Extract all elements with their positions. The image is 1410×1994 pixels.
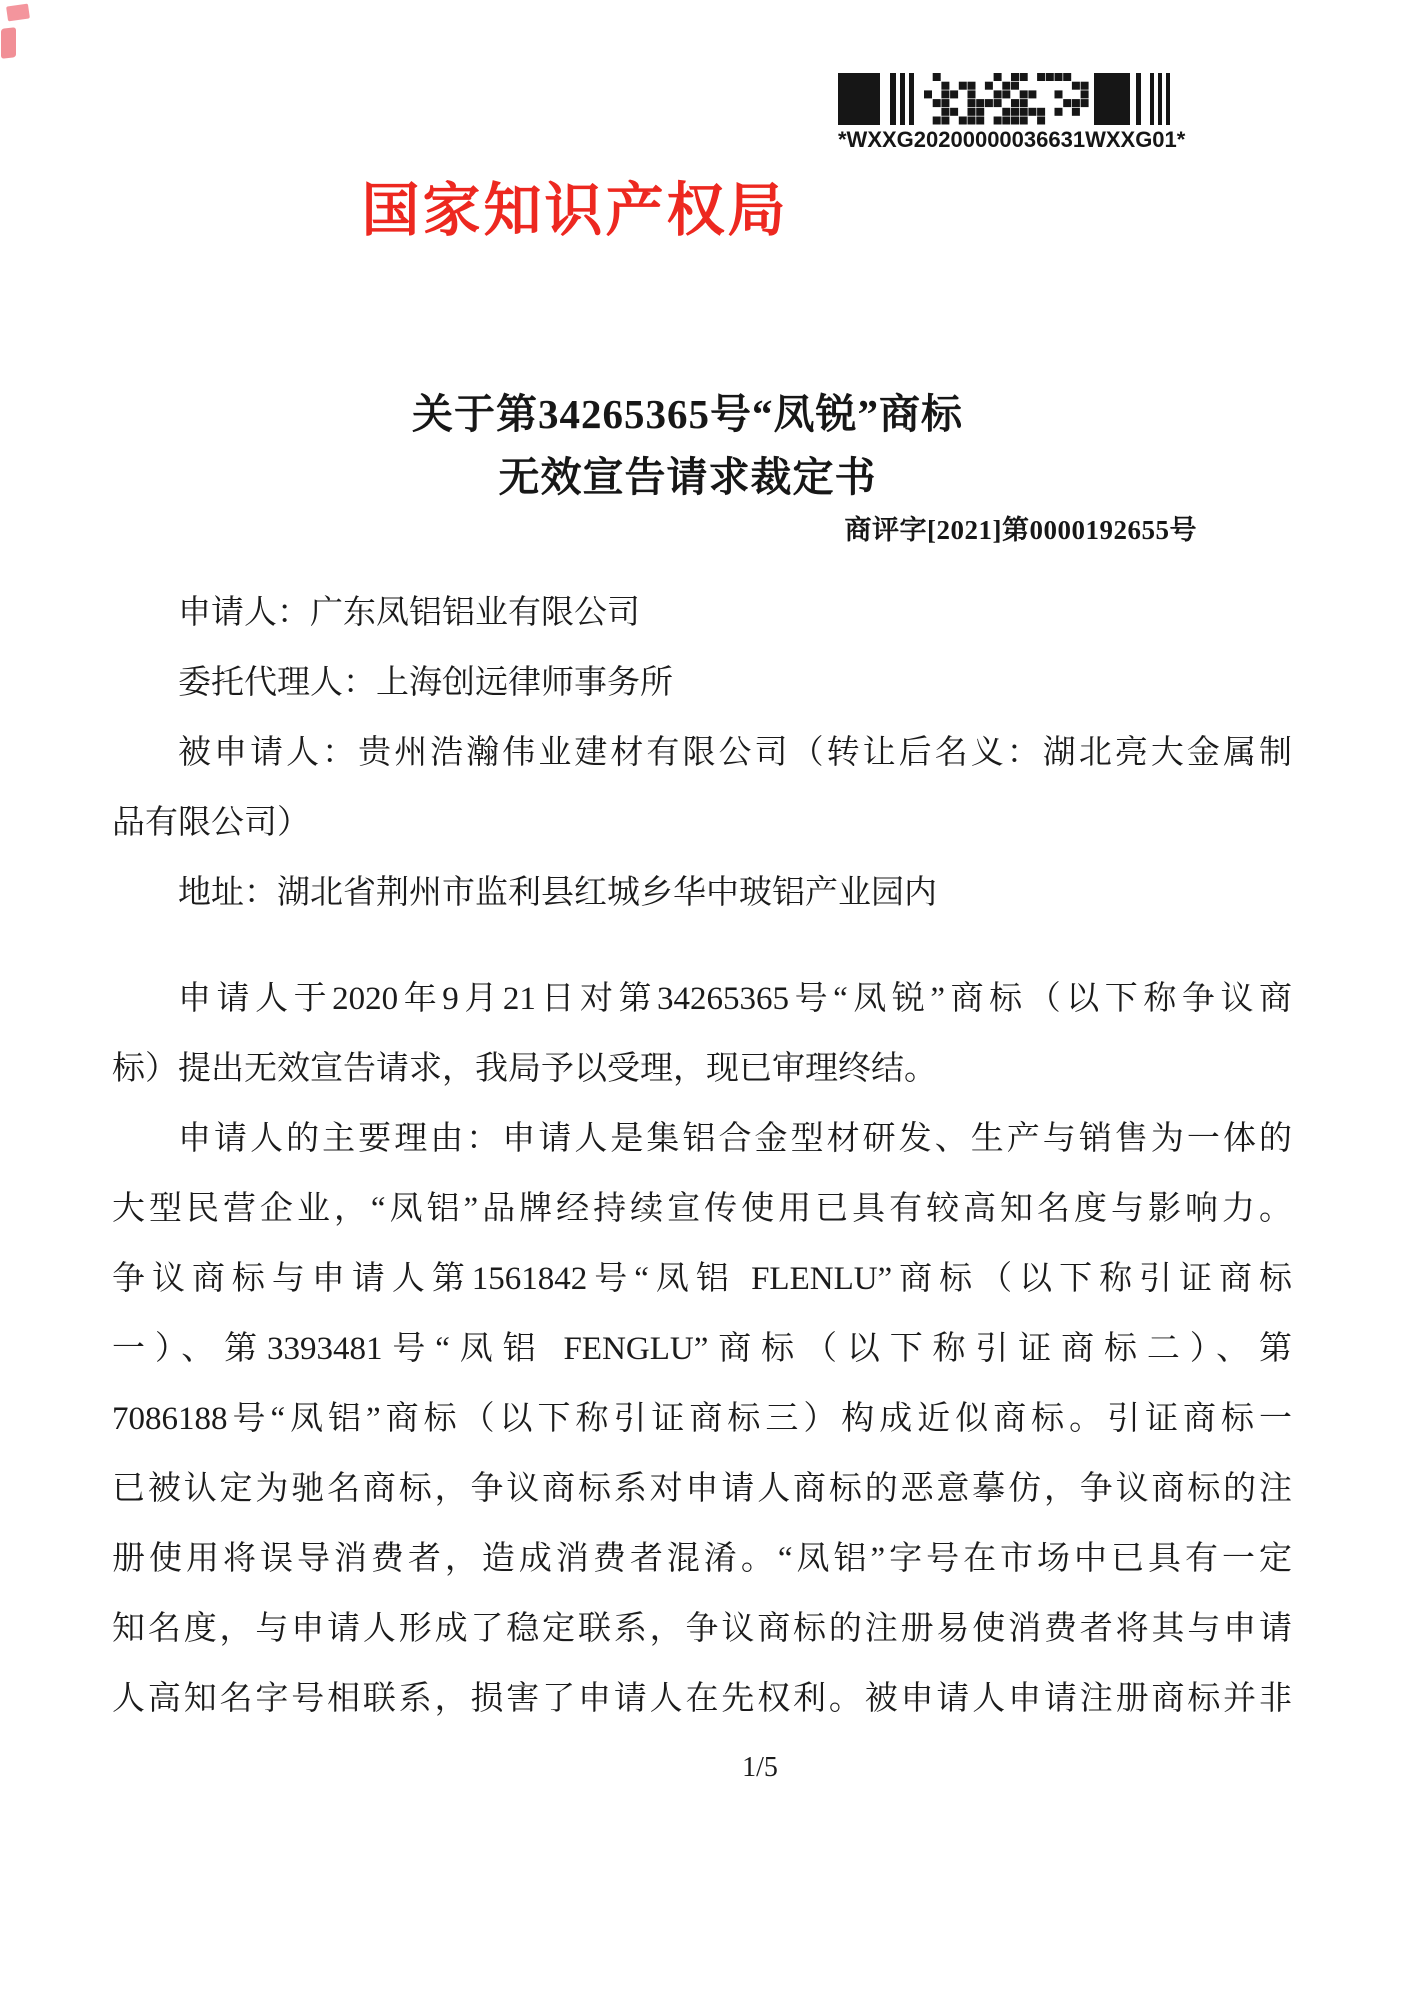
scan-artifact	[6, 4, 30, 22]
document-body	[112, 578, 1292, 1734]
body-line: 大型民营企业，“凤铝”品牌经持续宣传使用已具有较高知名度与影响力。	[112, 1191, 1292, 1227]
body-line: 知名度，与申请人形成了稳定联系，争议商标的注册易使消费者将其与申请	[112, 1611, 1292, 1647]
document-title	[125, 383, 1250, 509]
body-line: 申请人于2020年9月21日对第34265365号“凤锐”商标（以下称争议商	[178, 981, 1292, 1017]
scan-artifact	[1, 27, 16, 59]
body-line: 被申请人：贵州浩瀚伟业建材有限公司（转让后名义：湖北亮大金属制	[178, 735, 1292, 771]
paragraph-gap	[112, 928, 1292, 964]
barcode-text: *WXXG20200000036631WXXG01*	[838, 127, 1186, 152]
case-number: 商评字[2021]第0000192655号	[844, 515, 1197, 545]
agency-title: 国家知识产权局	[361, 178, 789, 243]
body-line: 7086188号“凤铝”商标（以下称引证商标三）构成近似商标。引证商标一	[112, 1401, 1292, 1437]
barcode-block	[838, 73, 1186, 153]
body-line: 地址：湖北省荆州市监利县红城乡华中玻铝产业园内	[178, 875, 937, 911]
page-number: 1/5	[742, 1752, 778, 1783]
body-line: 已被认定为驰名商标，争议商标系对申请人商标的恶意摹仿，争议商标的注	[112, 1471, 1292, 1507]
body-line: 申请人：广东凤铝铝业有限公司	[178, 595, 640, 631]
body-line: 标）提出无效宣告请求，我局予以受理，现已审理终结。	[112, 1051, 937, 1087]
document-title-line1: 关于第34265365号“凤锐”商标	[412, 391, 963, 437]
body-line: 争议商标与申请人第1561842号“凤铝 FLENLU”商标（以下称引证商标	[112, 1261, 1292, 1297]
body-line: 品有限公司）	[112, 805, 310, 841]
body-line: 人高知名字号相联系，损害了申请人在先权利。被申请人申请注册商标并非	[112, 1681, 1292, 1717]
body-line: 申请人的主要理由：申请人是集铝合金型材研发、生产与销售为一体的	[178, 1121, 1292, 1157]
barcode-image	[838, 73, 1173, 125]
document-title-line2: 无效宣告请求裁定书	[498, 454, 877, 500]
body-line: 一）、第3393481号“凤铝 FENGLU”商标（以下称引证商标二）、第	[112, 1331, 1292, 1367]
body-line: 册使用将误导消费者，造成消费者混淆。“凤铝”字号在市场中已具有一定	[112, 1541, 1292, 1577]
body-line: 委托代理人：上海创远律师事务所	[178, 665, 673, 701]
